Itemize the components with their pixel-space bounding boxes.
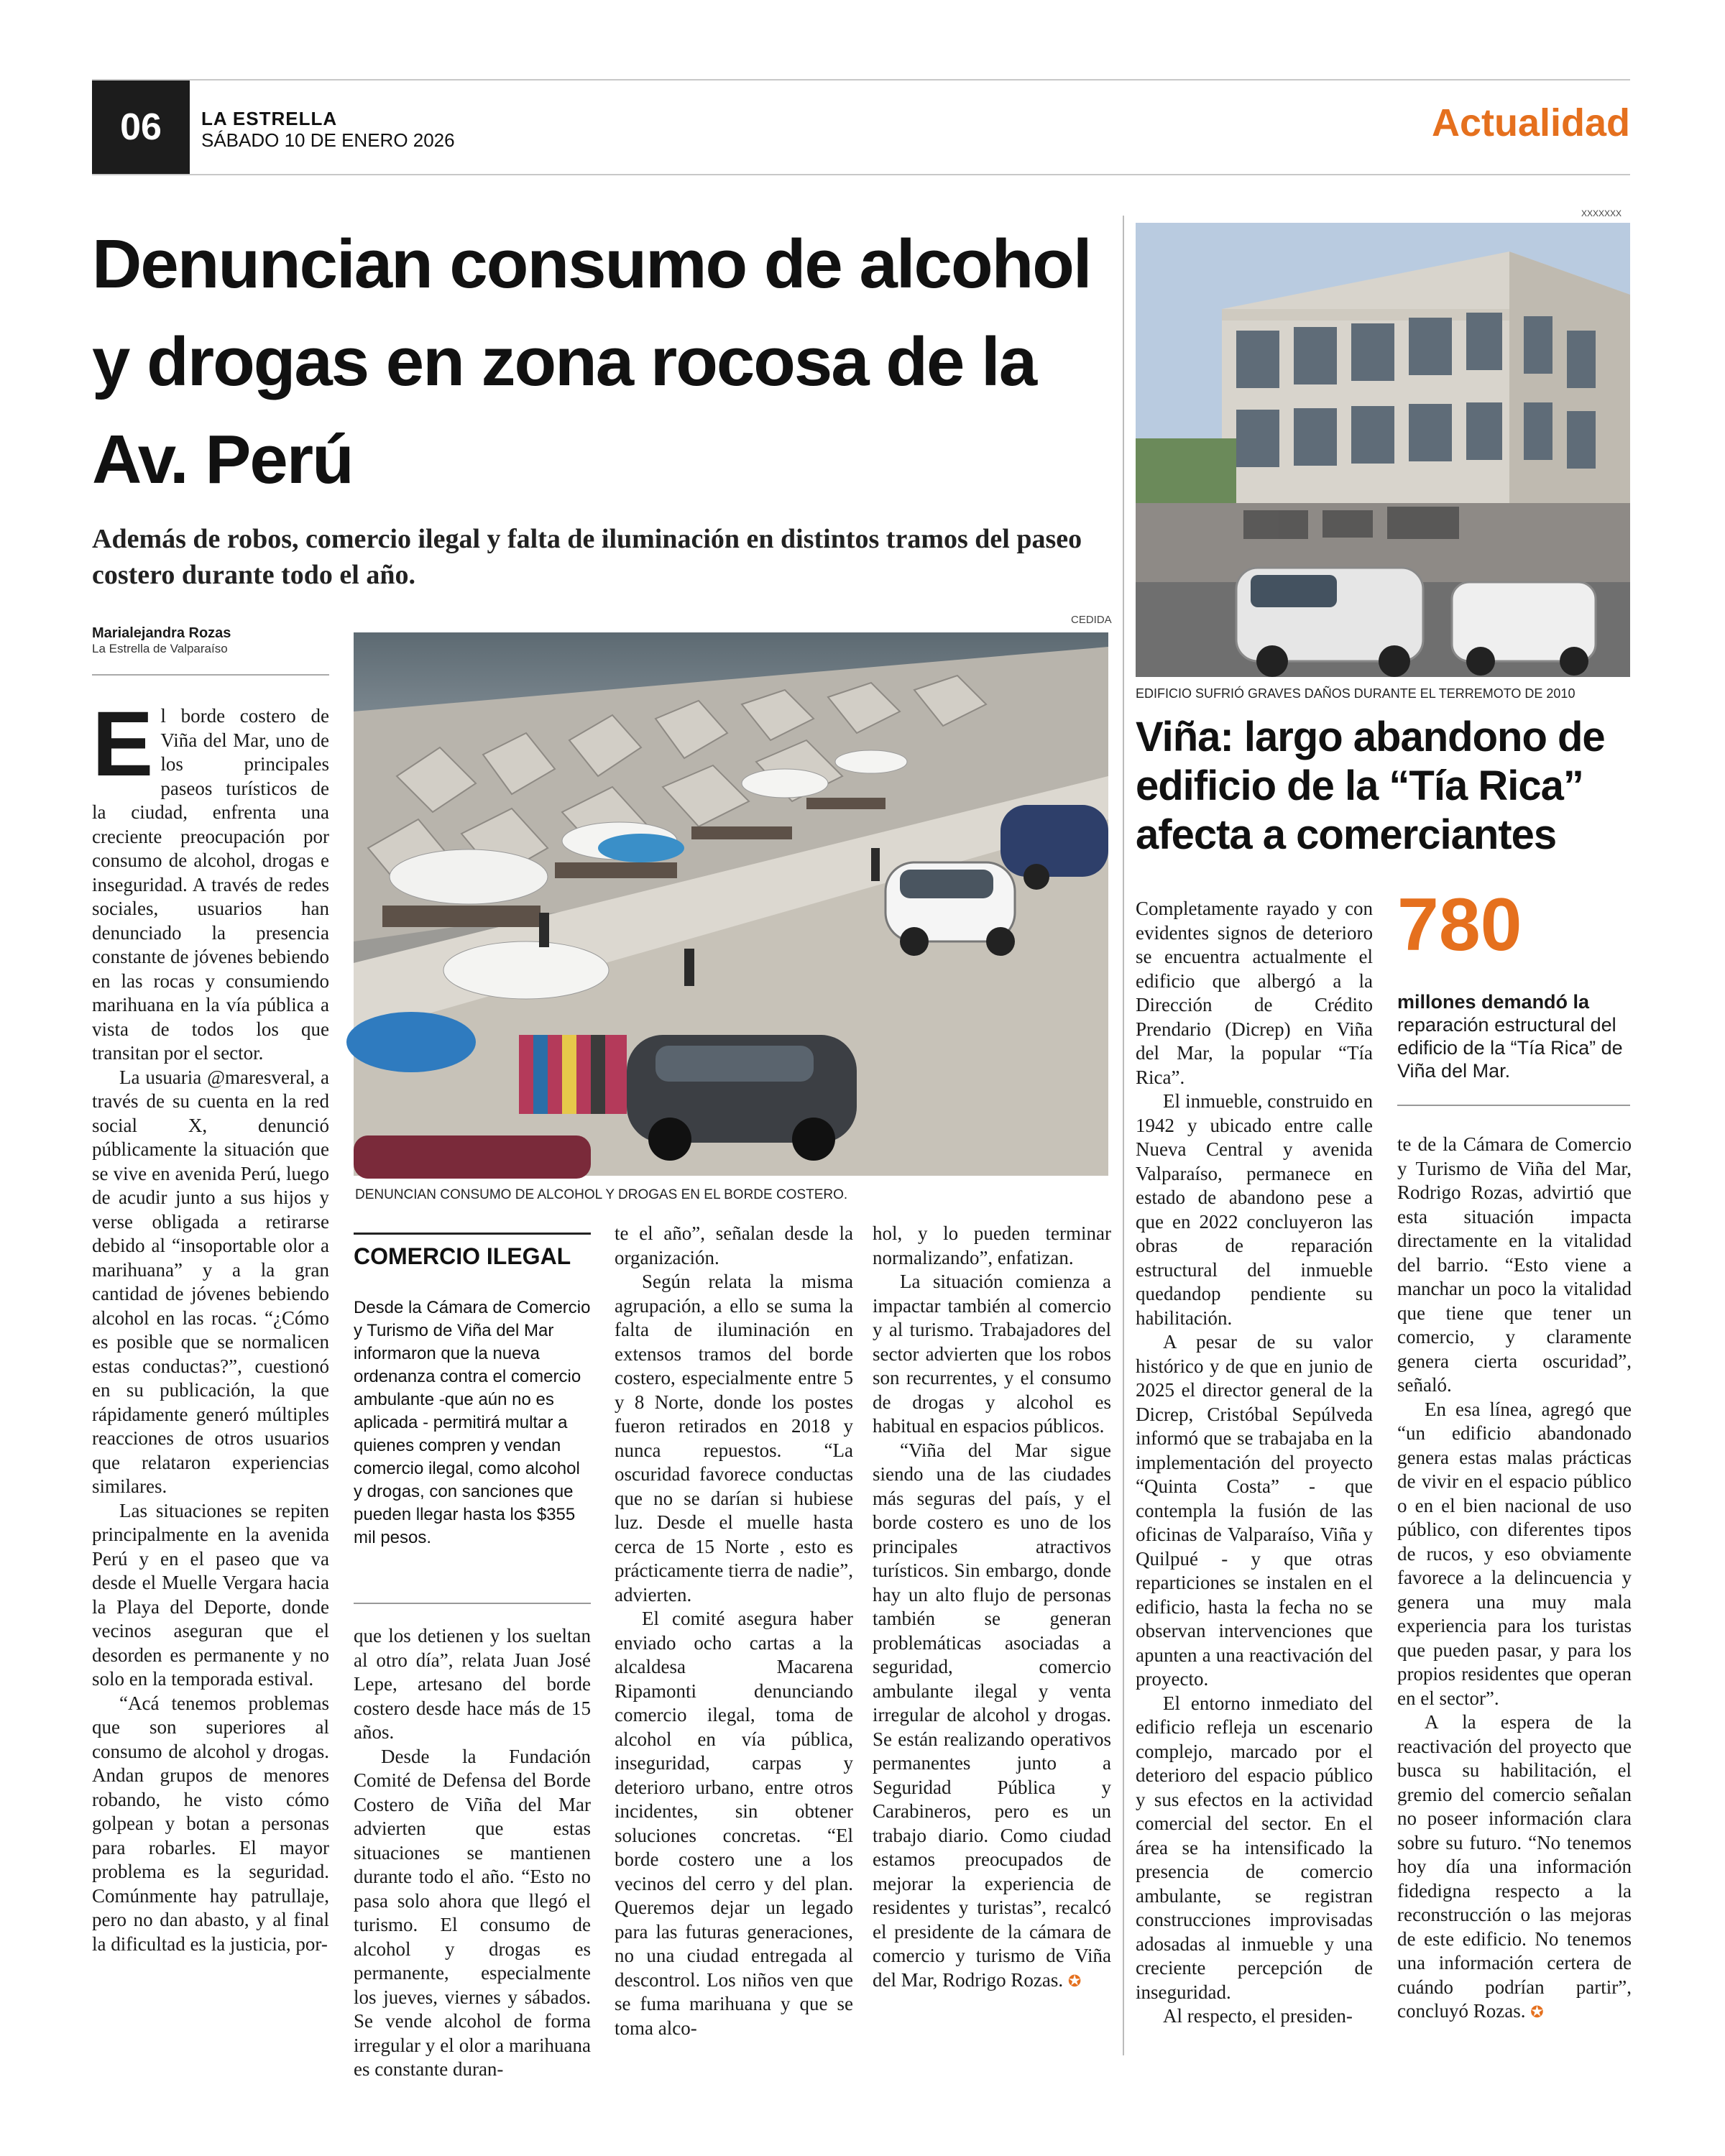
highlight-text	[1397, 990, 1634, 1082]
paragraph: La situación comienza a impactar también al comercio y al turismo. Trabajadores del sector advierten que los robos son recurrentes, y el consumo de drogas y alcohol es habitual en espacios públicos.	[873, 1271, 1111, 1437]
paragraph: En esa línea, agregó que “un edificio abandonado genera estas malas prácticas de vivir en el espacio público o en el bien nacional de uso público, con diferentes tipos de rucos, y eso obviamente favorece a la delincuencia y genera una muy mala experiencia para los turistas que pueden pasar, y para los propios residentes que operan en el sector”.	[1397, 1398, 1632, 1709]
main-headline: Denuncian consumo de alcohol y drogas en zona rocosa de la Av. Perú	[92, 226, 1091, 498]
author-name: Marialejandra Rozas	[92, 625, 231, 641]
section-label: Actualidad	[1431, 101, 1630, 144]
coastal-market-photo	[354, 632, 1108, 1176]
side-photo-caption: EDIFICIO SUFRIÓ GRAVES DAÑOS DURANTE EL TERREMOTO DE 2010	[1136, 686, 1576, 701]
main-article-column-3	[615, 1222, 853, 2055]
highlight-rule	[1397, 1105, 1630, 1106]
main-article-column-2	[354, 1624, 591, 2080]
paragraph: te de la Cámara de Comercio y Turismo de Viña del Mar, Rodrigo Rozas, advirtió que esta situación impacta directamente en la vitalidad del barrio. “Esto viene a manchar un poco la vitalidad que tiene que tener un comercio, y claramente genera cierta oscuridad”, señaló.	[1397, 1133, 1632, 1396]
article-end-icon: ✪	[1530, 2004, 1544, 2022]
side-article-column-2	[1397, 1133, 1632, 2055]
building-illustration	[1136, 223, 1630, 677]
highlight-body: reparación estructural del edificio de la “Tía Rica” de Viña del Mar.	[1397, 1014, 1623, 1082]
paragraph: “Viña del Mar sigue siendo una de las ciudades más seguras del país, y el borde costero es uno de los principales atractivos turísticos. Sin embargo, donde hay un alto flujo de personas también se generan problemáticas asociadas a seguridad, comercio ambulante ilegal y venta irregular de alcohol y drogas. Se están realizando operativos permanentes junto a Seguridad Pública y Carabineros, pero es un trabajo diario. Como ciudad estamos preocupados de mejorar la experiencia de residentes y turistas”, recalcó el presidente de la cámara de comercio y turismo de Viña del Mar, Rodrigo Rozas.	[873, 1439, 1111, 1991]
paragraph: La usuaria @maresveral, a través de su cuenta en la red social X, denunció públicamente la situación que se vive en avenida Perú, luego de acudir junto a sus hijos y verse obligada a retirarse debido al “insoportable olor a marihuana” y a la gran cantidad de jóvenes bebiendo alcohol en las rocas. “¿Cómo es posible que se normalicen estas conductas?”, cuestionó en su publicación, la que rápidamente generó múltiples reacciones de otros usuarios que relataron experiencias similares.	[92, 1066, 329, 1497]
paragraph: Las situaciones se repiten principalmente en la avenida Perú y en el paseo que va desde el Muelle Vergara hacia la Playa del Deporte, donde vecinos aseguran que el desorden es permanente y no solo en la temporada estival.	[92, 1499, 329, 1690]
paragraph: Completamente rayado y con evidentes signos de deterioro se encuentra actualmente el edificio que albergó a la Dirección de Crédito Prendario (Dicrep) en Viña del Mar, la popular “Tía Rica”.	[1136, 898, 1373, 1088]
side-headline: Viña: largo abandono de edificio de la “Tía Rica” afecta a comerciantes	[1136, 714, 1605, 858]
publication-name: LA ESTRELLA	[201, 108, 338, 129]
paragraph: A la espera de la reactivación del proyecto que busca su habilitación, el gremio del comercio señalan no poseer información clara sobre su futuro. “No tenemos hoy día una información fidedigna respecto a la reconstrucción o las mejoras de este edificio. No tenemos una información certera de cuándo podrían partir”, concluyó Rozas.	[1397, 1711, 1632, 2022]
drop-cap: E	[92, 693, 154, 796]
side-article-column-1	[1136, 897, 1373, 2055]
issue-date: SÁBADO 10 DE ENERO 2026	[201, 129, 455, 151]
tia-rica-building-photo	[1136, 223, 1630, 677]
coastal-market-illustration	[354, 632, 1108, 1176]
highlight-bold: millones demandó la	[1397, 991, 1590, 1013]
main-photo-caption: DENUNCIAN CONSUMO DE ALCOHOL Y DROGAS EN EL BORDE COSTERO.	[355, 1187, 848, 1202]
paragraph: l borde costero de Viña del Mar, uno de los principales paseos turísticos de la ciudad, enfrenta una creciente preocupación por consumo de alcohol, drogas e inseguridad. A través de redes sociales, usuarios han denunciado la presencia constante de jóvenes bebiendo en las rocas y consumiendo marihuana en la vía pública a vista de todos los que transitan por el sector.	[92, 705, 329, 1064]
paragraph: El comité asegura haber enviado ocho cartas a la alcaldesa Macarena Ripamonti denunciando comercio ilegal, toma de alcohol en vía pública, inseguridad, carpas y deterioro urbano, entre otros incidentes, sin obtener soluciones concretas. “El borde costero une a los vecinos del cerro y del plan. Queremos dejar un legado para las futuras generaciones, no una ciudad entregada al descontrol. Los niños ven que se fuma marihuana y que se toma alco-	[615, 1608, 853, 2039]
inset-box	[354, 1245, 591, 1549]
inset-heading: COMERCIO ILEGAL	[354, 1243, 571, 1269]
paragraph: El inmueble, construido en 1942 y ubicado entre calle Nueva Central y avenida Valparaíso, permanece en estado de abandono pese a que en 2022 concluyeron las obras de reparación estructural del inmueble quedandop pendiente su habilitación.	[1136, 1090, 1373, 1329]
highlight-number: 780	[1397, 883, 1522, 967]
paragraph: A pesar de su valor histórico y de que en junio de 2025 el director general de la Dicrep, Cristóbal Sepúlveda informó que se trabajaba en la implementación del proyecto “Quinta Costa” - que contempla la fusión de las oficinas de Valparaíso, Viña y Quilpué - y que otras reparticiones se instalen en el edificio, hasta la fecha no se observan intervenciones que apunten a una reactivación del proyecto.	[1136, 1331, 1373, 1690]
article-end-icon: ✪	[1067, 1972, 1082, 1991]
author-organization: La Estrella de Valparaíso	[92, 642, 228, 655]
inset-top-rule	[354, 1233, 591, 1235]
byline	[92, 625, 329, 656]
byline-rule	[92, 674, 329, 676]
inset-bottom-rule	[354, 1603, 591, 1604]
top-rule	[92, 79, 1630, 80]
main-subheadline: Además de robos, comercio ilegal y falta de iluminación en distintos tramos del paseo costero durante todo el año.	[92, 524, 1082, 590]
main-article-column-1	[92, 693, 329, 2055]
side-photo-credit: XXXXXXX	[1581, 208, 1622, 218]
inset-text: Desde la Cámara de Comercio y Turismo de Viña del Mar informaron que la nueva ordenanza contra el comercio ambulante -que aún no es aplicada - permitirá multar a quienes compren y vendan comercio ilegal, como alcohol y drogas, con sanciones que pueden llegar hasta los $355 mil pesos.	[354, 1298, 591, 1547]
main-article-column-4	[873, 1222, 1111, 2055]
header-rule	[92, 174, 1630, 175]
main-photo-credit: CEDIDA	[1071, 614, 1112, 626]
paragraph: Según relata la misma agrupación, a ello se suma la falta de iluminación en extensos tramos del borde costero, especialmente entre 5 y 8 Norte, donde los postes fueron retirados en 2018 y nunca repuestos. “La oscuridad favorece conductas que no se darían si hubiese luz. Desde el muelle hasta cerca de 15 Norte , esto es prácticamente tierra de nadie”, advierten.	[615, 1271, 853, 1606]
paragraph: Desde la Fundación Comité de Defensa del Borde Costero de Viña del Mar advierten que estas situaciones se mantienen durante todo el año. “Esto no pasa solo ahora que llegó el turismo. El consumo de alcohol y drogas es permanente, especialmente los jueves, viernes y sábados. Se vende alcohol de forma irregular y el olor a marihuana es constante duran-	[354, 1745, 591, 2080]
page-number: 06	[92, 80, 190, 174]
paragraph: Al respecto, el presiden-	[1163, 2005, 1353, 2027]
paragraph: El entorno inmediato del edificio refleja un escenario complejo, marcado por el deterioro del espacio público y sus efectos en la actividad comercial del sector. En el área se ha intensificado la presencia de comercio ambulante, se registran construcciones improvisadas adosadas al inmueble y una creciente percepción de inseguridad.	[1136, 1692, 1373, 2003]
paragraph: “Acá tenemos problemas que son superiores al consumo de alcohol y drogas. Andan grupos de menores robando, he visto cómo golpean y botan a personas para robarles. El mayor problema es la seguridad. Comúnmente hay patrullaje, pero no dan abasto, y al final la dificultad es la justicia, por-	[92, 1692, 329, 1955]
paragraph: que los detienen y los sueltan al otro día”, relata Juan José Lepe, artesano del borde costero desde hace más de 15 años.	[354, 1625, 591, 1743]
column-separator	[1123, 216, 1124, 2055]
paragraph: te el año”, señalan desde la organización.	[615, 1222, 853, 1268]
masthead	[201, 108, 455, 151]
paragraph: hol, y lo pueden terminar normalizando”, enfatizan.	[873, 1222, 1111, 1268]
